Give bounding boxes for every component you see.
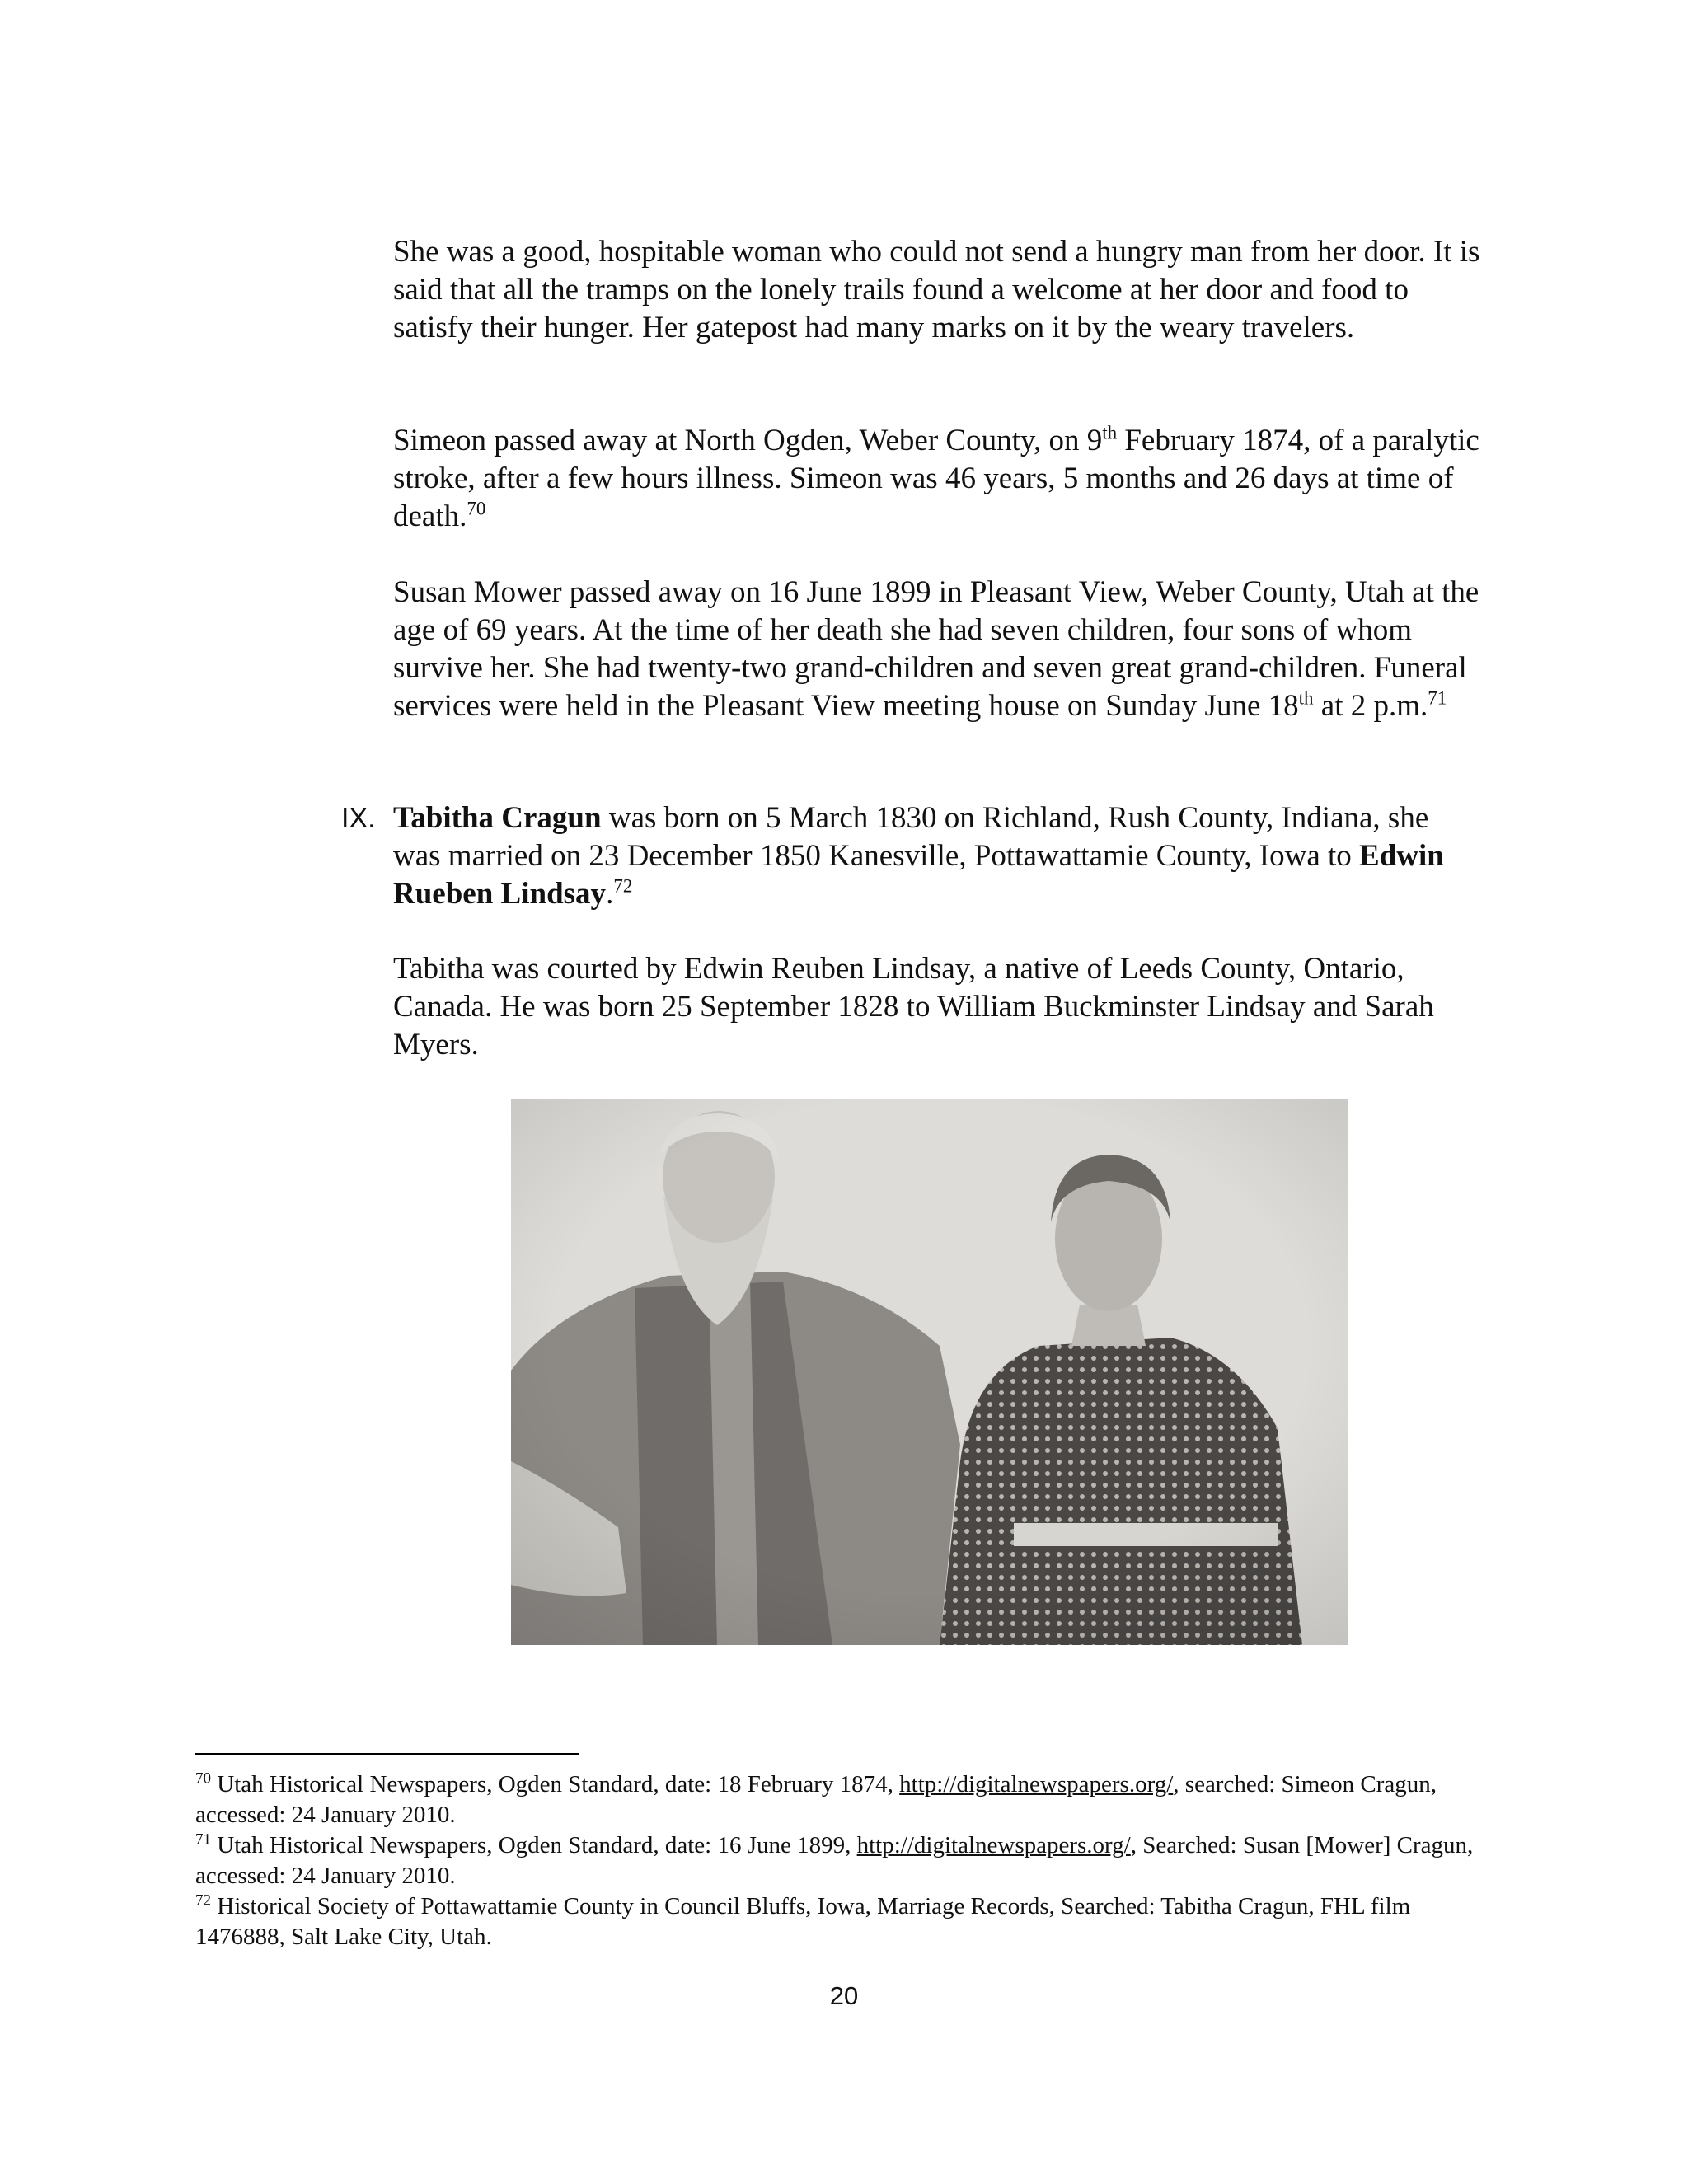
footnote-ref-71[interactable]: 71 — [1428, 687, 1447, 709]
footnote-text: Utah Historical Newspapers, Ogden Standard, date: 18 February 1874, — [211, 1771, 900, 1797]
paragraph-hospitality: She was a good, hospitable woman who could not send a hungry man from her door. It is said that all the tramps on the lonely trails found a welcome at her door and food to satisfy their hunger. Her gatepost had many marks on it by the weary travelers. — [393, 235, 1480, 344]
person-name-edwin: Edwin Rueben Lindsay — [393, 839, 1444, 911]
footnote-71 — [195, 1830, 1481, 1891]
portrait-photo — [511, 1099, 1348, 1645]
footnote-separator — [195, 1753, 579, 1755]
person-name-tabitha: Tabitha Cragun — [393, 801, 602, 835]
paragraph-simeon-death — [393, 422, 1481, 536]
page-number: 20 — [829, 1981, 859, 2010]
ordinal-suffix: th — [1102, 422, 1118, 443]
text-segment: at 2 p.m. — [1313, 689, 1428, 723]
footnote-70 — [195, 1769, 1481, 1830]
footnote-text: Utah Historical Newspapers, Ogden Standard, date: 16 June 1899, — [211, 1832, 857, 1858]
paragraph-susan-death — [393, 574, 1481, 725]
text-segment: February 1874, of a paralytic stroke, after a few hours illness. Simeon was 46 years, 5 months and 26 days at time of death. — [393, 424, 1479, 533]
text-segment: was born on 5 March 1830 on Richland, Rush County, Indiana, she was married on 23 December 1850 Kanesville, Pottawattamie County, Iowa to — [393, 801, 1429, 873]
list-numeral: IX. — [341, 803, 376, 834]
footnotes-section — [195, 1769, 1481, 1952]
text-segment: Susan Mower passed away on 16 June 1899 in Pleasant View, Weber County, Utah at the age of 69 years. At the time of her death she had seven children, four sons of whom survive her. She had twenty-two grand-children and seven great grand-children. Funeral services were held in the Pleasant View meeting house on Sunday June 18 — [393, 575, 1479, 723]
footnote-ref-70[interactable]: 70 — [467, 498, 486, 519]
footnote-72 — [195, 1891, 1481, 1952]
footnote-number: 70 — [195, 1769, 211, 1788]
paragraph-edwin-background: Tabitha was courted by Edwin Reuben Lindsay, a native of Leeds County, Ontario, Canada. He was born 25 September 1828 to William Buckminster Lindsay and Sarah Myers. — [393, 952, 1434, 1062]
text-segment: Simeon passed away at North Ogden, Weber County, on 9 — [393, 424, 1103, 457]
footnote-number: 71 — [195, 1830, 211, 1849]
paragraph-tabitha-marriage — [393, 799, 1481, 913]
text-segment: . — [606, 877, 614, 911]
ordinal-suffix: th — [1298, 687, 1314, 709]
footnote-ref-72[interactable]: 72 — [613, 875, 633, 897]
footnote-number: 72 — [195, 1891, 211, 1910]
footnote-text: , searched: Simeon Cragun, accessed: 24 January 2010. — [195, 1771, 1437, 1828]
footnote-text: , Searched: Susan [Mower] Cragun, accessed: 24 January 2010. — [195, 1832, 1474, 1889]
portrait-illustration — [511, 1099, 1348, 1645]
footnote-link[interactable]: http://digitalnewspapers.org/ — [856, 1832, 1131, 1858]
footnote-text: Historical Society of Pottawattamie County in Council Bluffs, Iowa, Marriage Records, Searched: Tabitha Cragun, FHL film 1476888, Salt Lake City, Utah. — [195, 1893, 1411, 1950]
footnote-link[interactable]: http://digitalnewspapers.org/ — [899, 1771, 1174, 1797]
